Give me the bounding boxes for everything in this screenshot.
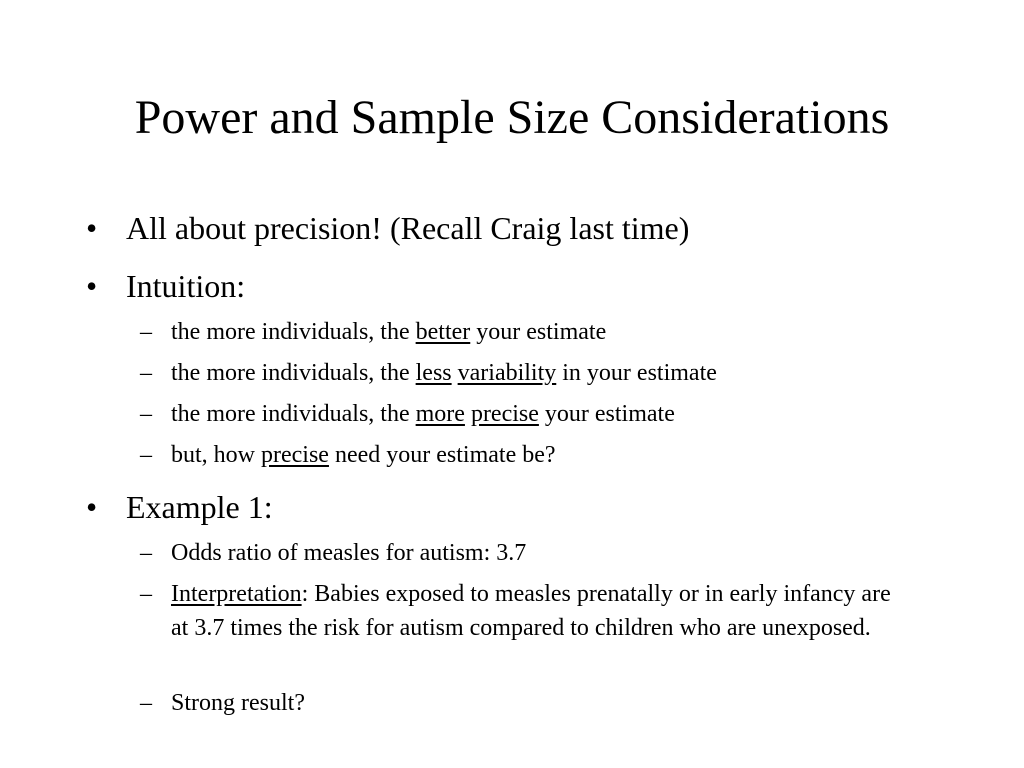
- sub-bullet-interpretation: [140, 577, 910, 645]
- underlined-word: Interpretation: [171, 581, 302, 607]
- sub-bullet-how-precise: [140, 438, 556, 472]
- bullet-text: All about precision! (Recall Craig last time): [126, 210, 690, 246]
- sub-bullet-text: Strong result?: [171, 690, 305, 716]
- sub-bullet-odds-ratio: [140, 536, 526, 570]
- dash-marker: –: [140, 319, 152, 345]
- bullet-text: Intuition:: [126, 268, 246, 304]
- underlined-word: precise: [261, 442, 329, 468]
- dash-marker: –: [140, 581, 152, 607]
- bullet-marker: •: [86, 489, 98, 525]
- sub-bullet-text: Odds ratio of measles for autism: 3.7: [171, 540, 527, 566]
- dash-marker: –: [140, 360, 152, 386]
- slide-title: Power and Sample Size Considerations: [134, 91, 890, 144]
- underlined-word: precise: [470, 401, 539, 427]
- sub-bullet-body: [140, 577, 910, 645]
- sub-bullet-text: in your estimate: [556, 360, 717, 386]
- sub-bullet-text: the more individuals, the: [171, 319, 416, 345]
- sub-bullet-better: [140, 315, 606, 349]
- sub-bullet-more-precise: [140, 397, 675, 431]
- underlined-word: variability: [457, 360, 557, 386]
- sub-bullet-text: your estimate: [538, 401, 675, 427]
- bullet-intuition: [86, 266, 245, 306]
- sub-bullet-text: your estimate: [470, 319, 607, 345]
- bullet-precision: [86, 208, 689, 248]
- bullet-example-1: [86, 487, 273, 527]
- underlined-word: less: [415, 360, 452, 386]
- sub-bullet-text: need your estimate be?: [328, 442, 556, 468]
- sub-bullet-text: but, how: [171, 442, 261, 468]
- underlined-word: more: [415, 401, 465, 427]
- dash-marker: –: [140, 540, 152, 566]
- sub-bullet-text: the more individuals, the: [171, 401, 416, 427]
- sub-bullet-strong-result: [140, 686, 305, 720]
- sub-bullet-text: the more individuals, the: [171, 360, 416, 386]
- sub-bullet-less-variability: [140, 356, 717, 390]
- bullet-marker: •: [86, 268, 98, 304]
- dash-marker: –: [140, 442, 152, 468]
- dash-marker: –: [140, 401, 152, 427]
- dash-marker: –: [140, 690, 152, 716]
- sub-bullet-text: : Babies exposed to measles prenatally or in early infancy are at 3.7 times the risk for autism compared to children who are unexposed.: [171, 581, 891, 641]
- bullet-marker: •: [86, 210, 98, 246]
- underlined-word: better: [415, 319, 471, 345]
- bullet-text: Example 1:: [126, 489, 273, 525]
